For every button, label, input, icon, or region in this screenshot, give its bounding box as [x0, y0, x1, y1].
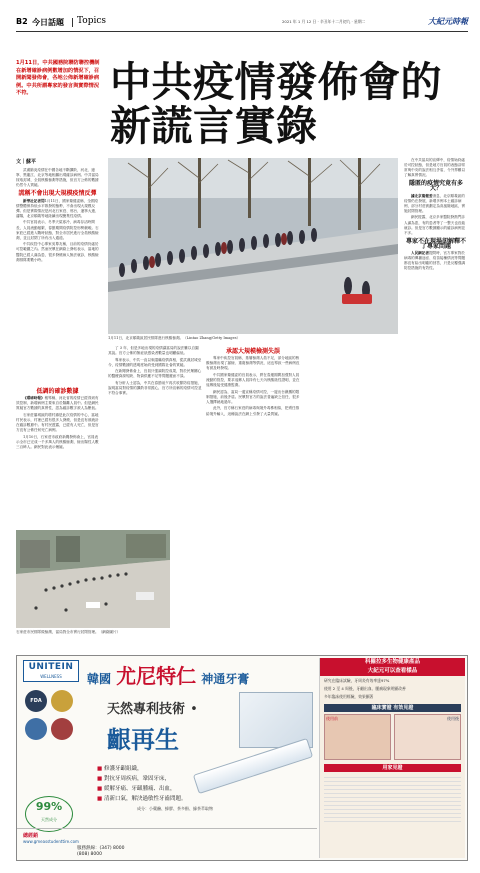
headline-line-2: 新謊言實錄 — [110, 102, 318, 150]
paragraph: 在新聞發佈會上，官員只強調防控成果，對於民眾關心的醫療資源短缺、物資供應不足等問題避而不談。 — [108, 369, 202, 379]
lead-in: 人民網記者 — [411, 251, 429, 255]
section-name-cn: 今日話題 — [32, 18, 64, 27]
bullet-item: ■ 緩解牙痛、牙齦腫痛、出血， — [97, 786, 176, 792]
byline: 文｜蘇平 — [16, 159, 37, 165]
testimonial-title: 用家見證 — [324, 764, 461, 772]
date-line: 2021 年 1 月 12 日 · 辛丑年十二月初九 · 星期二 — [282, 19, 366, 24]
certification-seal-icon — [51, 690, 73, 712]
paragraph: 中共官員表示，冬季天氣寒冷，病毒存活時間長，人員流動頻繁，春節期間疫情防控形勢嚴峻。石家莊已經進入戰時狀態，對全市居民進行全員核酸檢測，並且封閉了所有出入通道。 — [16, 220, 99, 240]
paragraph: 有分析人士認為，中共在春節前夕再次收緊防疫措施，說明當局對疫情的擴散非常擔心，官方所宣稱的疫情可控並不符合事實。 — [108, 381, 202, 396]
ad-product-name: 齦再生 — [107, 725, 179, 754]
paragraph: 1月10日，石家莊市政府新聞發佈會上，官員表示全市已完成一千多萬人的核酸檢測，檢出陽性人數三百餘人。網民對此表示懷疑。 — [16, 434, 99, 449]
before-label: 使用前 — [326, 716, 338, 721]
paragraph: 據北京衛健委消息，北京順義區的疫情仍在發展，新增多例本土確診病例，部分村莊被劃定為高風險地區，實施封閉管理。 — [404, 193, 466, 213]
paragraph: 新華社記者問1月11日，國家衛健委稱，全國疫情整體保持低水平散發的態勢，不會出現大規模反彈。但是實際情況是河北石家莊、邢台，遼寧大連、瀋陽，北京順義等地陸續出現聚集性疫情。 — [16, 198, 99, 218]
distributor-label: 總經銷 — [23, 833, 39, 839]
paragraph: 此外，官方稱石家莊的病毒與境外毒株相似，把責任推給境外輸入，這種說法在網上引發了大量質疑。 — [206, 406, 300, 416]
right-item: 多年臨床使用經驗，效果顯著 — [324, 694, 374, 699]
lede-box — [16, 60, 100, 152]
column-4 — [404, 158, 468, 273]
paragraph: 中共國家衛健委的官員表示，將在春運期間加強對人員流動的管控，要求返鄉人員持有七天內核酸陰性證明，並在返鄉後接受健康監測。 — [206, 372, 300, 388]
column-1 — [16, 160, 99, 264]
phone-1: 服務熱線：(347) 8000 — [77, 846, 125, 851]
right-title: 科羅拉多生物健康產品 — [320, 658, 465, 667]
subhead-hidden-epidemic: 隱匿的疫情究竟有多大？ — [408, 180, 463, 193]
paragraph: 中共疾控中心專家吳尊友稱，目前的疫情仍處於可控範圍之內。然而民眾在網絡上發帖表示，當地的醫院已經人滿為患，很多發燒病人無法就診，核酸檢測排隊要數小時。 — [16, 242, 99, 262]
photo-shijiazhuang — [16, 530, 170, 628]
column-3 — [206, 346, 300, 418]
column-2 — [108, 346, 202, 398]
subhead-data: 低調的確診數據 — [36, 388, 79, 395]
paragraph: 石家莊藁城區的增村鎮是此次疫情的中心，當地村民表示，村裡已經有很多人發燒，但是沒有被統計在確診數據中。有村民透露，已經有人死亡，但是官方沒有公佈任何死亡病例。 — [16, 412, 99, 433]
phone-2: (808) 8000 — [77, 852, 102, 857]
page-number: B2 — [16, 17, 28, 26]
paper-logo: 大紀元時報 — [428, 17, 468, 26]
section-name-en: Topics — [77, 16, 107, 26]
paragraph: 專家中疾控官員稱，基層檢測人員不足，部分地區的核酸檢測出現了漏檢、重複檢測等情況，這也導致一些病例沒有被及時發現。 — [206, 356, 300, 371]
certification-seal-icon — [25, 718, 47, 740]
lede-text: 1月11日，中共國務院聯防聯控機制在新增確診病例數增加的情況下，召開新聞發佈會，各地公佈新增確診病例。中共所謂專家的發言與實際情況不符。 — [16, 60, 100, 97]
website-link[interactable]: www.gmeasstudenttire.com — [23, 839, 79, 844]
headline — [110, 60, 466, 148]
photo-main — [108, 158, 398, 334]
street-queue-image — [16, 530, 170, 628]
paragraph: 網民認為，當局一邊宣稱疫情可控，一邊出台嚴厲的限制措施，前後矛盾。民眾對官方的說法普遍缺乏信任，很多人選擇就地過年。 — [206, 389, 300, 404]
lead-in: 《環球時報》 — [23, 396, 45, 401]
paragraph: 在中共當局的宣傳中，疫情始終處於可控狀態，但是地方官員的表態卻常常與中央的說法相互矛盾，令外界難以了解真實情況。 — [404, 158, 466, 178]
ad-tagline: 天然專利技術 • — [107, 702, 198, 717]
right-effect-title: 臨床實證 有效見證 — [324, 704, 461, 712]
testimonial-text — [324, 774, 461, 824]
right-item: 研究在臨床試驗，牙周炎有效率達97% — [324, 678, 390, 683]
subhead-testing-failure: 承認大規模檢測失誤 — [225, 348, 280, 355]
fda-badge: FDA — [25, 690, 47, 712]
column-1b — [16, 386, 99, 452]
natural-badge: 99% 天然成分 — [25, 796, 73, 832]
ad-brand-logo: UNITEIN WELLNESS — [23, 660, 79, 682]
bullet-item: ■ 修護牙齦組織， — [97, 766, 143, 772]
photo-small-caption: 石家莊市民排隊做檢測，當局對全市實行封閉管理。（網絡圖片） — [16, 630, 121, 634]
intro-paragraph: 武漢肺炎疫情在中國各地不斷擴散，河北、遼寧、黑龍江、北京等地相繼出現確診病例。中共當局採取封城、全員核酸檢測等措施，但官方公佈的數據仍然令人質疑。 — [16, 168, 99, 188]
headline-line-1: 中共疫情發佈會的 — [110, 58, 442, 106]
right-item: 使用 2 至 4 周後，牙齦出血、腫痛現象明顯改善 — [324, 686, 406, 691]
ad-footer — [17, 828, 317, 860]
lead-in: 新華社記者問 — [23, 198, 45, 203]
paragraph: 專家表示，中共一直以來隱瞞疫情真相，從武漢封城至今，疫情數據的透明度始終受到國際社會的質疑。 — [108, 357, 202, 367]
photo-main-caption: 1月11日，北京順義區居民排隊進行核酸檢測。（Lintao Zhang/Getty Images） — [108, 336, 241, 340]
ingredients-line: 成分：小蘗鹼、蜂膠、茶多酚、綠茶萃取物 — [137, 806, 213, 811]
before-after-photos — [324, 714, 461, 760]
ad-right-panel — [319, 658, 465, 858]
subhead-no-rebound: 謊稱不會出現大規模疫情反彈 — [18, 190, 97, 198]
section-divider — [72, 18, 73, 27]
lead-in: 據北京衛健委 — [411, 193, 433, 198]
paragraph: 了 3 年，但是多地出現的疫情讓當局的說法難以自圓其說。官方公佈的無症狀感染者數量也明顯偏低。 — [108, 346, 199, 356]
toothpaste-ad[interactable] — [16, 655, 468, 861]
page-header — [16, 16, 468, 32]
bullet-item: ■ 清新口氣，解決過敏性牙齒問題。 — [97, 796, 187, 802]
bullet-item: ■ 對抗牙周疾病，鞏固牙床， — [97, 776, 170, 782]
paragraph: 人民網記者提問時，官方專家對於病毒的傳播途徑、疫苗接種情況等問題都沒有給出明確的回答，只是反覆強調防控措施的有效性。 — [404, 251, 466, 271]
paragraph: 網民披露，北京多家醫院發熱門診人滿為患，有的患者等了一整天也沒能就診。但是官方數據顯示的確診病例並不多。 — [404, 215, 466, 235]
certification-seal-icon — [51, 718, 73, 740]
subhead-expert-absent: 專家不在現場卻解釋不了專家問題 — [405, 237, 466, 250]
after-label: 使用後 — [447, 716, 459, 721]
paragraph: 《環球時報》報導稱，河北省的疫情已經得到有效控制，新增病例主要來自於隔離人員中。但是網民質疑官方數據的真實性，認為確診數字被人為壓低。 — [16, 396, 99, 411]
queue-photo-image — [108, 158, 398, 334]
right-subtitle: 大紀元可以查看樣品 — [320, 667, 465, 676]
ad-title: 韓國 尤尼特仁 神通牙膏 — [87, 664, 250, 688]
